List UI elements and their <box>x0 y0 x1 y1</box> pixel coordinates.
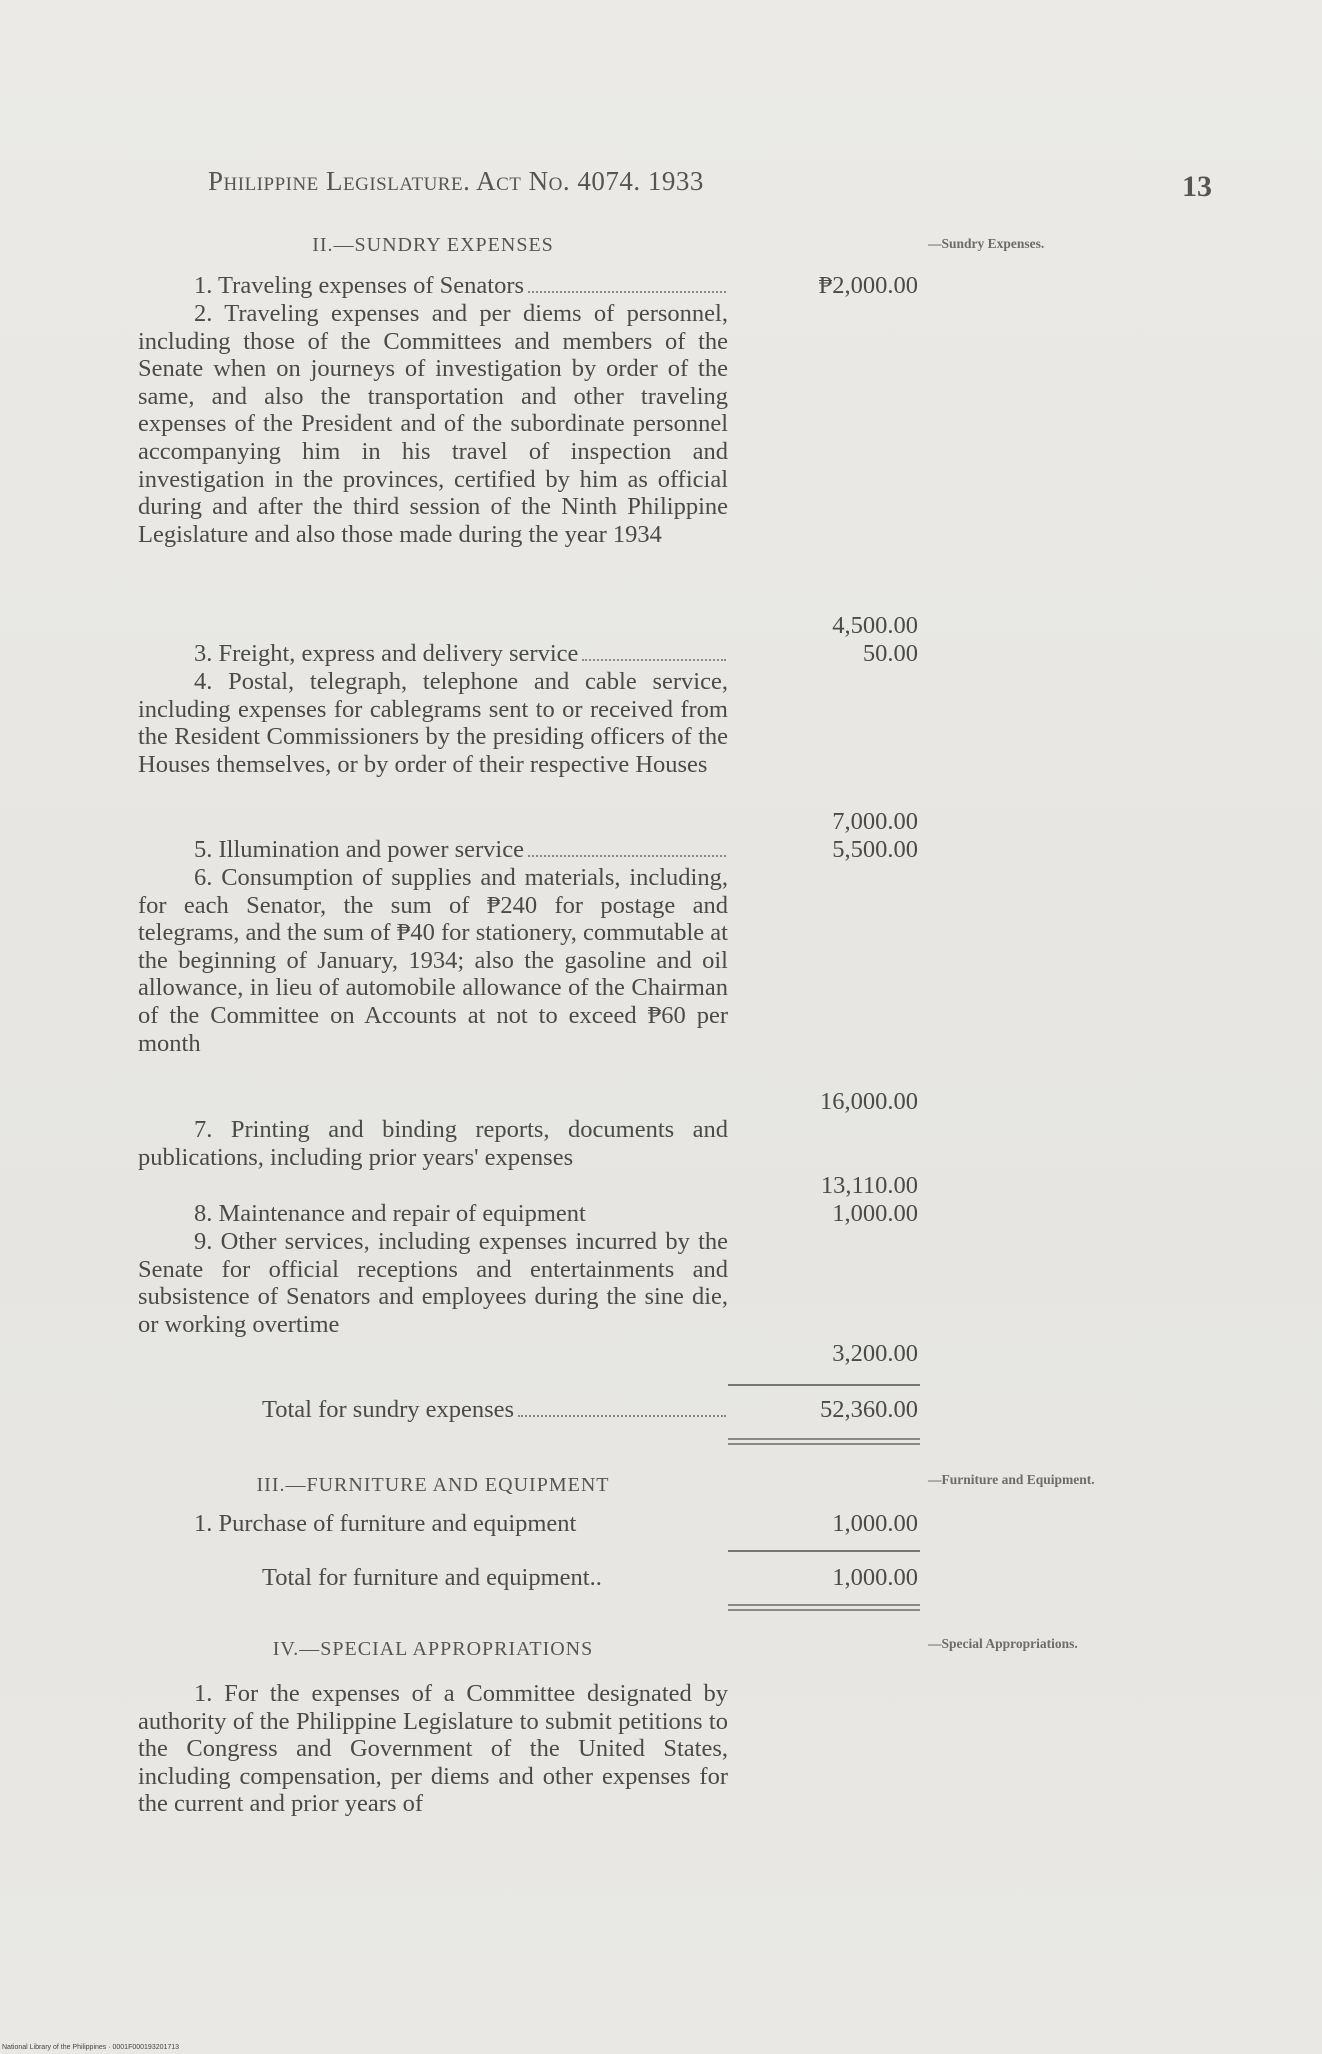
sundry-item-9: 9. Other services, including expenses incurred by the Senate for official receptions and entertainments and subsistence of Senators and employees during the sine die, or working overtime <box>138 1228 728 1338</box>
sundry-item-1: 1. Traveling expenses of Senators <box>138 272 728 300</box>
running-head: Philippine Legislature. Act No. 4074. 1933 <box>208 166 704 196</box>
furniture-rule <box>728 1550 920 1552</box>
total-sundry-line: Total for sundry expenses <box>138 1396 728 1424</box>
side-note-sundry: —Sundry Expenses. <box>928 236 1045 251</box>
sundry-amount-1: ₱2,000.00 <box>818 272 918 299</box>
subtotal-rule <box>728 1384 920 1386</box>
sundry-amount-4: 7,000.00 <box>832 808 918 835</box>
sundry-item-5: 5. Illumination and power service <box>138 836 728 864</box>
total-double-rule <box>728 1438 920 1445</box>
total-sundry-amount: 52,360.00 <box>820 1396 918 1423</box>
sundry-item-6: 6. Consumption of supplies and materials, including, for each Senator, the sum of ₱240 for postage and telegrams, and the sum of ₱40 for stationery, commutable at the beginning of January, 1934; also the gasoline and oil allowance, in lieu of automobile allowance of the Chairman of the Committee on Accounts at not to exceed ₱60 per month <box>138 864 728 1057</box>
sundry-amount-3: 50.00 <box>862 640 918 667</box>
furniture-item-1: 1. Purchase of furniture and equipment <box>194 1510 577 1537</box>
sundry-amount-6: 16,000.00 <box>820 1088 918 1115</box>
sundry-amount-7: 13,110.00 <box>820 1172 918 1199</box>
page-number: 13 <box>1182 170 1212 203</box>
footer-credit: National Library of the Philippines · 0001F000193201713 <box>2 2044 180 2051</box>
side-note-furniture: —Furniture and Equipment. <box>928 1472 1095 1487</box>
sundry-item-2: 2. Traveling expenses and per diems of personnel, including those of the Committees and members of the Senate when on journeys of investigation by order of the same, and also the transportation and other traveling expenses of the President and of the subordinate personnel accompanying him in his travel of inspection and investigation in the provinces, certified by him as official during and after the third session of the Ninth Philippine Legislature and also those made during the year 1934 <box>138 300 728 548</box>
sundry-amount-2: 4,500.00 <box>832 612 918 639</box>
side-note-special: —Special Appropriations. <box>928 1636 1078 1651</box>
sundry-amount-5: 5,500.00 <box>832 836 918 863</box>
sundry-item-7: 7. Printing and binding reports, documents and publications, including prior years' expenses <box>138 1116 728 1171</box>
furniture-amount-1: 1,000.00 <box>832 1510 918 1537</box>
sundry-item-4: 4. Postal, telegraph, telephone and cable service, including expenses for cablegrams sent to or received from the Resident Commissioners by the presiding officers of the Houses themselves, or by order of their respective Houses <box>138 668 728 778</box>
section-heading-sundry: II.—SUNDRY EXPENSES <box>312 234 554 256</box>
special-item-1: 1. For the expenses of a Committee designated by authority of the Philippine Legislature to submit petitions to the Congress and Government of the United States, including compensation, per diems and other expenses for the current and prior years of <box>138 1680 728 1818</box>
section-heading-furniture: III.—FURNITURE AND EQUIPMENT <box>256 1474 610 1496</box>
total-furniture-amount: 1,000.00 <box>832 1564 918 1591</box>
sundry-amount-9: 3,200.00 <box>832 1340 918 1367</box>
total-furniture-line: Total for furniture and equipment.. <box>262 1564 602 1591</box>
furniture-double-rule <box>728 1604 920 1611</box>
section-heading-special: IV.—SPECIAL APPROPRIATIONS <box>272 1638 594 1660</box>
sundry-amount-8: 1,000.00 <box>832 1200 918 1227</box>
sundry-item-3: 3. Freight, express and delivery service <box>138 640 728 668</box>
sundry-item-8: 8. Maintenance and repair of equipment <box>194 1200 586 1227</box>
